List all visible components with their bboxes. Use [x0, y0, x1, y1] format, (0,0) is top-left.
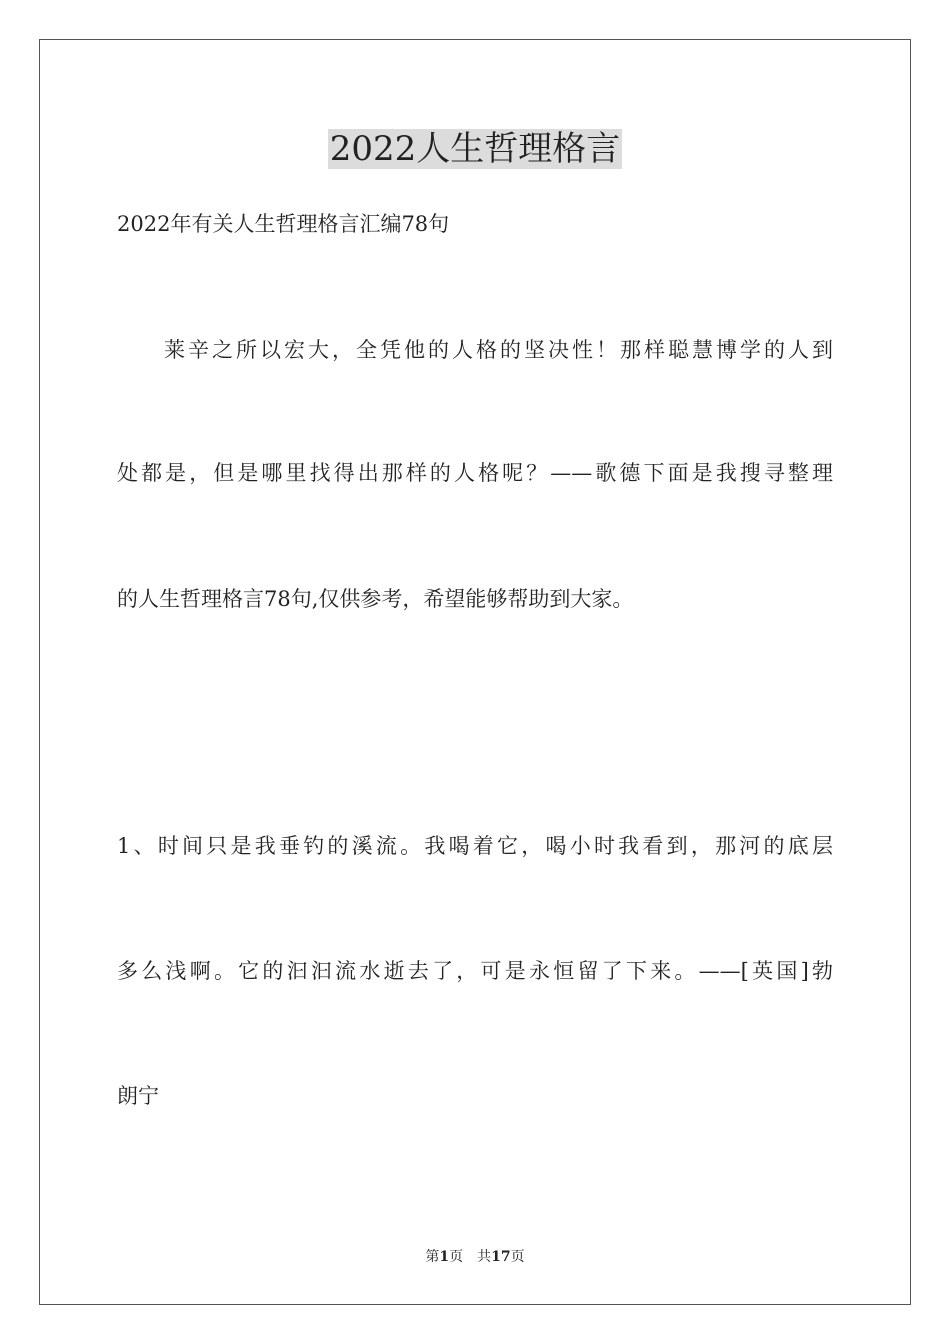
item1-line-2: 多么浅啊。它的汩汩流水逝去了，可是永恒留了下来。——[英国]勃	[117, 959, 833, 983]
intro-line-1: 莱辛之所以宏大，全凭他的人格的坚决性！那样聪慧博学的人到	[164, 338, 833, 362]
document-subtitle: 2022年有关人生哲理格言汇编78句	[117, 212, 450, 236]
intro-line-3: 的人生哲理格言78句,仅供参考，希望能够帮助到大家。	[117, 587, 634, 611]
total-suffix: 页	[510, 1249, 525, 1265]
document-title	[0, 128, 950, 170]
document-title-text: 2022人生哲理格言	[329, 129, 621, 169]
total-pages: 17	[491, 1249, 511, 1265]
page-footer	[0, 1248, 950, 1266]
page-number: 1	[439, 1249, 450, 1265]
intro-line-2: 处都是，但是哪里找得出那样的人格呢？——歌德下面是我搜寻整理	[117, 461, 833, 485]
total-prefix: 共	[477, 1249, 492, 1265]
item1-line-1: 1、时间只是我垂钓的溪流。我喝着它，喝小时我看到，那河的底层	[117, 834, 833, 858]
page-prefix: 第	[425, 1249, 440, 1265]
item1-line-3: 朗宁	[117, 1084, 159, 1108]
page-suffix: 页	[449, 1249, 464, 1265]
